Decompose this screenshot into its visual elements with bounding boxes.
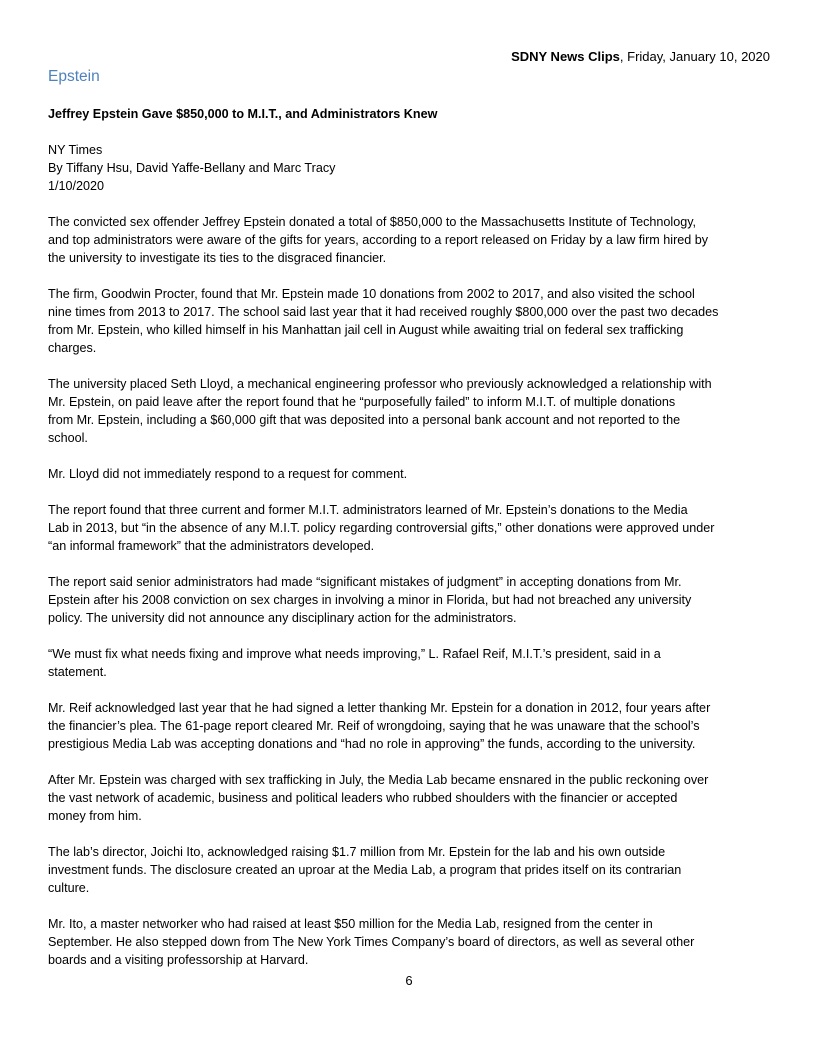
- article-paragraph: [48, 501, 770, 555]
- running-header: [511, 48, 770, 66]
- paragraph-line: statement.: [48, 665, 107, 679]
- paragraph-line: After Mr. Epstein was charged with sex trafficking in July, the Media Lab became ensnared in the public reckoning over: [48, 773, 709, 787]
- article-paragraph: [48, 375, 770, 447]
- paragraph-line: The firm, Goodwin Procter, found that Mr. Epstein made 10 donations from 2002 to 2017, and also visited the school: [48, 287, 695, 301]
- paragraph-line: Mr. Lloyd did not immediately respond to a request for comment.: [48, 467, 408, 481]
- article-paragraph: [48, 465, 770, 483]
- paragraph-line: Mr. Ito, a master networker who had raised at least $50 million for the Media Lab, resigned from the center in: [48, 917, 653, 931]
- paragraph-line: from Mr. Epstein, including a $60,000 gift that was deposited into a personal bank account and not reported to the: [48, 413, 681, 427]
- article-paragraph: [48, 771, 770, 825]
- section-title: Epstein: [48, 68, 100, 85]
- paragraph-line: from Mr. Epstein, who killed himself in his Manhattan jail cell in August while awaiting trial on federal sex trafficking: [48, 323, 684, 337]
- paragraph-line: “an informal framework” that the administrators developed.: [48, 539, 375, 553]
- paragraph-line: Epstein after his 2008 conviction on sex charges in involving a minor in Florida, but had not breached any university: [48, 593, 692, 607]
- paragraph-line: the university to investigate its ties to the disgraced financier.: [48, 251, 387, 265]
- article-body: [48, 213, 770, 969]
- paragraph-line: charges.: [48, 341, 97, 355]
- paragraph-line: The lab’s director, Joichi Ito, acknowledged raising $1.7 million from Mr. Epstein for the lab and his own outside: [48, 845, 666, 859]
- document-page: [48, 0, 770, 1056]
- paragraph-line: prestigious Media Lab was accepting donations and “had no role in approving” the funds, according to the university.: [48, 737, 696, 751]
- article-paragraph: [48, 573, 770, 627]
- article-byline: By Tiffany Hsu, David Yaffe-Bellany and Marc Tracy: [48, 161, 336, 175]
- paragraph-line: the financier’s plea. The 61-page report cleared Mr. Reif of wrongdoing, saying that he was unaware that the school’s: [48, 719, 700, 733]
- publication-name: SDNY News Clips: [511, 49, 620, 64]
- paragraph-line: The university placed Seth Lloyd, a mechanical engineering professor who previously acknowledged a relationship with: [48, 377, 712, 391]
- article-date: 1/10/2020: [48, 179, 105, 193]
- paragraph-line: money from him.: [48, 809, 142, 823]
- article-paragraph: [48, 213, 770, 267]
- paragraph-line: boards and a visiting professorship at Harvard.: [48, 953, 309, 967]
- paragraph-line: The convicted sex offender Jeffrey Epstein donated a total of $850,000 to the Massachusetts Institute of Technology,: [48, 215, 697, 229]
- article-paragraph: [48, 699, 770, 753]
- article-source: NY Times: [48, 143, 103, 157]
- article-paragraph: [48, 915, 770, 969]
- paragraph-line: The report found that three current and former M.I.T. administrators learned of Mr. Epstein’s donations to the Media: [48, 503, 688, 517]
- paragraph-line: September. He also stepped down from The New York Times Company’s board of directors, as well as several other: [48, 935, 695, 949]
- article-meta: [48, 141, 770, 195]
- paragraph-line: Mr. Epstein, on paid leave after the report found that he “purposefully failed” to inform M.I.T. of multiple donations: [48, 395, 676, 409]
- paragraph-line: Mr. Reif acknowledged last year that he had signed a letter thanking Mr. Epstein for a donation in 2012, four years after: [48, 701, 711, 715]
- paragraph-line: nine times from 2013 to 2017. The school said last year that it had received roughly $800,000 over the past two decades: [48, 305, 719, 319]
- paragraph-line: investment funds. The disclosure created an uproar at the Media Lab, a program that prides itself on its contrarian: [48, 863, 682, 877]
- paragraph-line: “We must fix what needs fixing and improve what needs improving,” L. Rafael Reif, M.I.T.’s president, said in a: [48, 647, 661, 661]
- paragraph-line: policy. The university did not announce any disciplinary action for the administrators.: [48, 611, 517, 625]
- page-number: 6: [405, 973, 413, 988]
- article-paragraph: [48, 843, 770, 897]
- paragraph-line: school.: [48, 431, 88, 445]
- article-paragraph: [48, 285, 770, 357]
- paragraph-line: The report said senior administrators had made “significant mistakes of judgment” in accepting donations from Mr.: [48, 575, 682, 589]
- article-paragraph: [48, 645, 770, 681]
- paragraph-line: and top administrators were aware of the gifts for years, according to a report released on Friday by a law firm hired by: [48, 233, 709, 247]
- paragraph-line: the vast network of academic, business and political leaders who rubbed shoulders with the financier or accepted: [48, 791, 678, 805]
- paragraph-line: culture.: [48, 881, 90, 895]
- paragraph-line: Lab in 2013, but “in the absence of any M.I.T. policy regarding controversial gifts,” other donations were approved under: [48, 521, 715, 535]
- article: [48, 105, 770, 987]
- article-headline: Jeffrey Epstein Gave $850,000 to M.I.T., and Administrators Knew: [48, 107, 438, 121]
- header-date: , Friday, January 10, 2020: [619, 49, 770, 64]
